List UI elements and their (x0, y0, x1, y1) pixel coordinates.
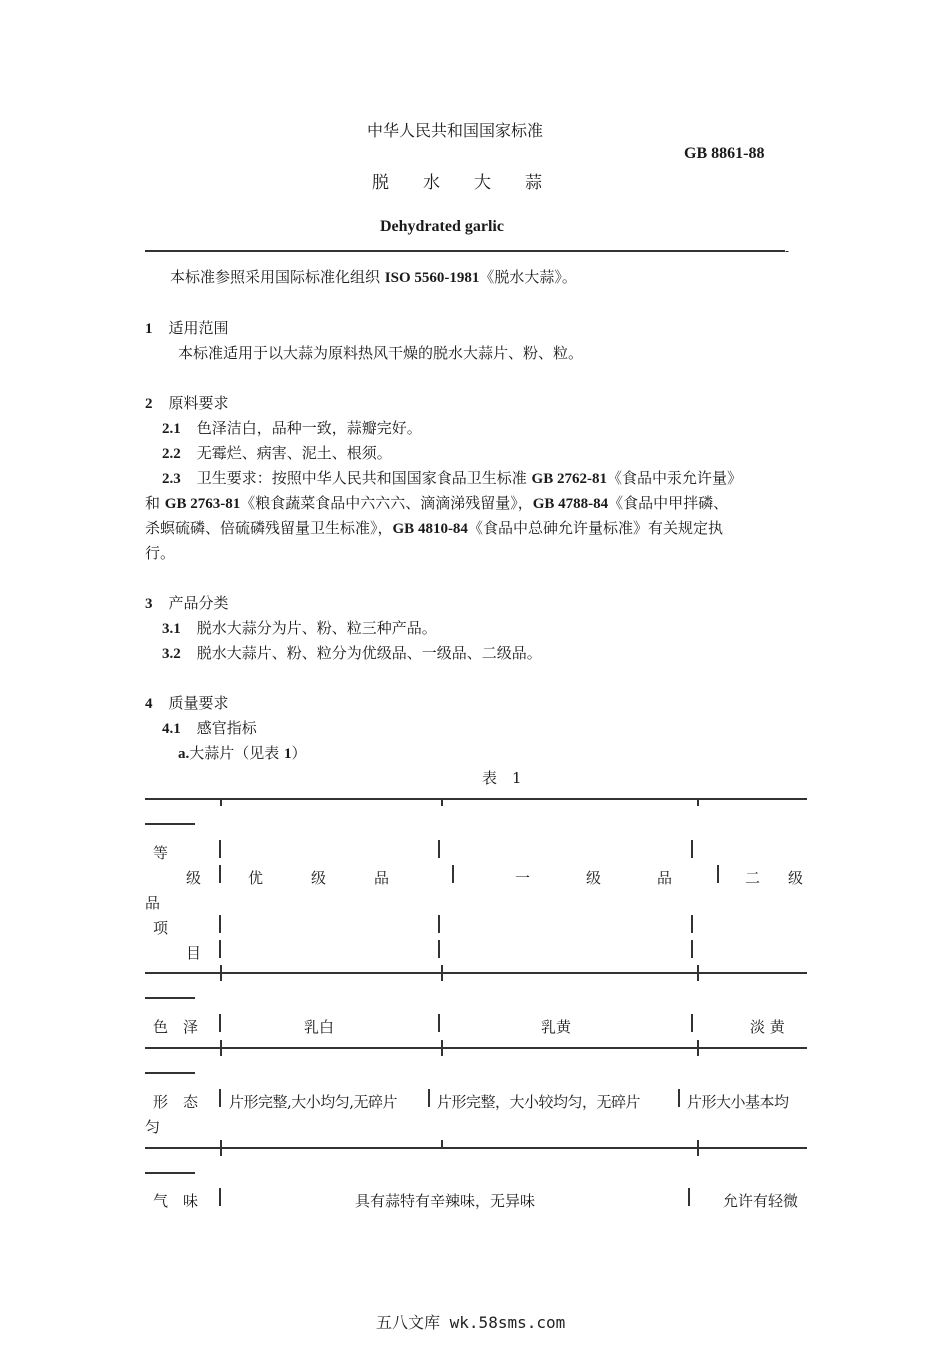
section-4-heading (145, 692, 229, 713)
table-bar (219, 1188, 221, 1206)
item-label: a. (178, 746, 190, 762)
item-number: 3.2 (162, 646, 181, 662)
item-text: 《食品中汞允许量》 (606, 469, 742, 487)
table-bar (688, 1188, 690, 1206)
table-bar (219, 1014, 221, 1032)
table-bar (438, 915, 440, 933)
table-cross (441, 1040, 443, 1056)
table-tick (220, 798, 222, 806)
cell-second: 允许有轻微 (723, 1192, 799, 1210)
header-char: 级 (788, 869, 804, 887)
table-bar (219, 840, 221, 858)
item-2-3-line-2 (145, 492, 728, 513)
item-number: 4.1 (162, 721, 181, 737)
header-deng: 等 (153, 844, 169, 862)
header-rule (145, 250, 785, 252)
row-label: 气 味 (153, 1192, 199, 1210)
table-rule-wrap (145, 997, 195, 999)
table-rule-wrap (145, 1172, 195, 1174)
item-text: 大蒜片（见表 (189, 744, 285, 762)
item-2-2 (162, 442, 392, 463)
cell-premium: 片形完整,大小均匀,无碎片 (229, 1093, 398, 1111)
item-number: 2.3 (162, 471, 181, 487)
header-char: 一 (515, 869, 531, 887)
row-label: 色 泽 (153, 1018, 199, 1036)
table-bar (219, 940, 221, 958)
header-col-first (515, 867, 672, 888)
item-text: 脱水大蒜片、粉、粒分为优级品、一级品、二级品。 (196, 644, 542, 662)
item-2-3 (162, 467, 742, 488)
cell-second: 片形大小基本均 (687, 1093, 789, 1111)
standard-org: 中华人民共和国国家标准 (366, 121, 543, 140)
gb-ref: GB 4788-84 (532, 496, 609, 512)
title-char: 脱 (372, 173, 389, 193)
table-caption: 表 1 (482, 769, 522, 787)
cell-wrap: 匀 (145, 1118, 161, 1136)
title-char: 蒜 (525, 173, 542, 193)
header-col-premium (248, 867, 389, 888)
table-ref: 1 (284, 746, 292, 762)
item-text: 脱水大蒜分为片、粉、粒三种产品。 (196, 619, 437, 637)
title-char: 大 (474, 173, 491, 193)
cell-premium: 乳白 (304, 1018, 335, 1036)
table-bar (428, 1089, 430, 1107)
header-char: 品 (657, 869, 673, 887)
cell-first: 乳黄 (541, 1018, 572, 1036)
gb-ref: GB 4810-84 (392, 521, 468, 537)
table-bar (438, 840, 440, 858)
item-text: 《食品中总砷允许量标准》有关规定执 (467, 519, 723, 537)
cell-first: 片形完整，大小较均匀，无碎片 (437, 1093, 641, 1111)
header-mu: 目 (186, 944, 202, 962)
footer-watermark (376, 1310, 565, 1333)
table-bar (438, 1014, 440, 1032)
section-1-heading (145, 317, 229, 338)
header-char: 级 (586, 869, 602, 887)
site-name: 五八文库 (376, 1313, 441, 1332)
section-title: 产品分类 (168, 594, 229, 612)
section-1-body: 本标准适用于以大蒜为原料热风干燥的脱水大蒜片、粉、粒。 (178, 344, 584, 362)
table-rule (145, 798, 807, 800)
header-char: 级 (311, 869, 327, 887)
item-3-1 (162, 617, 437, 638)
cell-premium-first: 具有蒜特有辛辣味，无异味 (355, 1192, 536, 1210)
item-text: 卫生要求：按照中华人民共和国国家食品卫生标准 (196, 469, 532, 487)
section-2-heading (145, 392, 229, 413)
table-tick (697, 798, 699, 806)
item-text: 《粮食蔬菜食品中六六六、滴滴涕残留量》， (240, 494, 533, 512)
table-bar (678, 1089, 680, 1107)
table-rule-wrap (145, 823, 195, 825)
header-xiang: 项 (153, 919, 169, 937)
table-rule (145, 972, 807, 974)
table-bar (691, 1014, 693, 1032)
gb-ref: GB 2762-81 (531, 471, 607, 487)
table-tick (441, 1140, 443, 1148)
table-cross (697, 1140, 699, 1156)
item-text: 色泽洁白，品种一致，蒜瓣完好。 (196, 419, 422, 437)
item-4-1 (162, 717, 257, 738)
table-bar (219, 865, 221, 883)
section-number: 2 (145, 396, 153, 412)
gb-ref: GB 2763-81 (164, 496, 241, 512)
table-bar (691, 840, 693, 858)
cell-second: 淡 黄 (750, 1018, 785, 1036)
table-bar (219, 1089, 221, 1107)
table-cross (441, 965, 443, 981)
section-title: 适用范围 (168, 319, 229, 337)
table-bar (438, 940, 440, 958)
item-text: ） (291, 744, 307, 762)
item-number: 2.2 (162, 446, 181, 462)
section-title: 原料要求 (168, 394, 229, 412)
item-3-2 (162, 642, 542, 663)
item-text: 杀螟硫磷、倍硫磷残留量卫生标准》， (145, 519, 393, 537)
intro-text: 本标准参照采用国际标准化组织 (170, 268, 385, 286)
item-number: 2.1 (162, 421, 181, 437)
table-cross (697, 965, 699, 981)
item-2-1 (162, 417, 422, 438)
table-rule-wrap (145, 1072, 195, 1074)
table-bar (219, 915, 221, 933)
title-char: 水 (423, 173, 440, 193)
header-ji: 级 (186, 869, 202, 887)
title-cn (372, 168, 542, 193)
section-title: 质量要求 (168, 694, 229, 712)
site-url: wk.58sms.com (449, 1313, 566, 1332)
table-cross (220, 1040, 222, 1056)
item-text: 《食品中甲拌磷、 (608, 494, 729, 512)
table-rule (145, 1047, 807, 1049)
table-tick (441, 798, 443, 806)
header-col-second (745, 867, 803, 888)
item-2-3-line-3 (145, 517, 723, 538)
table-cross (220, 1140, 222, 1156)
title-en: Dehydrated garlic (380, 218, 504, 235)
intro-paragraph (170, 266, 577, 287)
header-char: 优 (248, 869, 264, 887)
item-2-3-line-4: 行。 (145, 544, 176, 562)
table-cross (220, 965, 222, 981)
intro-text: 《脱水大蒜》。 (479, 268, 577, 286)
section-number: 3 (145, 596, 153, 612)
table-bar (691, 915, 693, 933)
item-text: 感官指标 (196, 719, 257, 737)
item-number: 3.1 (162, 621, 181, 637)
header-char: 二 (745, 869, 761, 887)
item-text: 和 (145, 494, 165, 512)
table-bar (717, 865, 719, 883)
row-label: 形 态 (153, 1093, 199, 1111)
standard-code: GB 8861-88 (684, 145, 765, 162)
item-text: 无霉烂、病害、泥土、根须。 (196, 444, 392, 462)
header-pin-wrap: 品 (145, 894, 161, 912)
section-3-heading (145, 592, 229, 613)
iso-ref: ISO 5560-1981 (384, 270, 480, 286)
header-char: 品 (374, 869, 390, 887)
table-rule (145, 1147, 807, 1149)
table-cross (697, 1040, 699, 1056)
header-rule-trail: - (785, 244, 790, 258)
table-bar (452, 865, 454, 883)
section-number: 4 (145, 696, 153, 712)
section-number: 1 (145, 321, 153, 337)
table-bar (691, 940, 693, 958)
item-4-1-a (178, 742, 307, 763)
